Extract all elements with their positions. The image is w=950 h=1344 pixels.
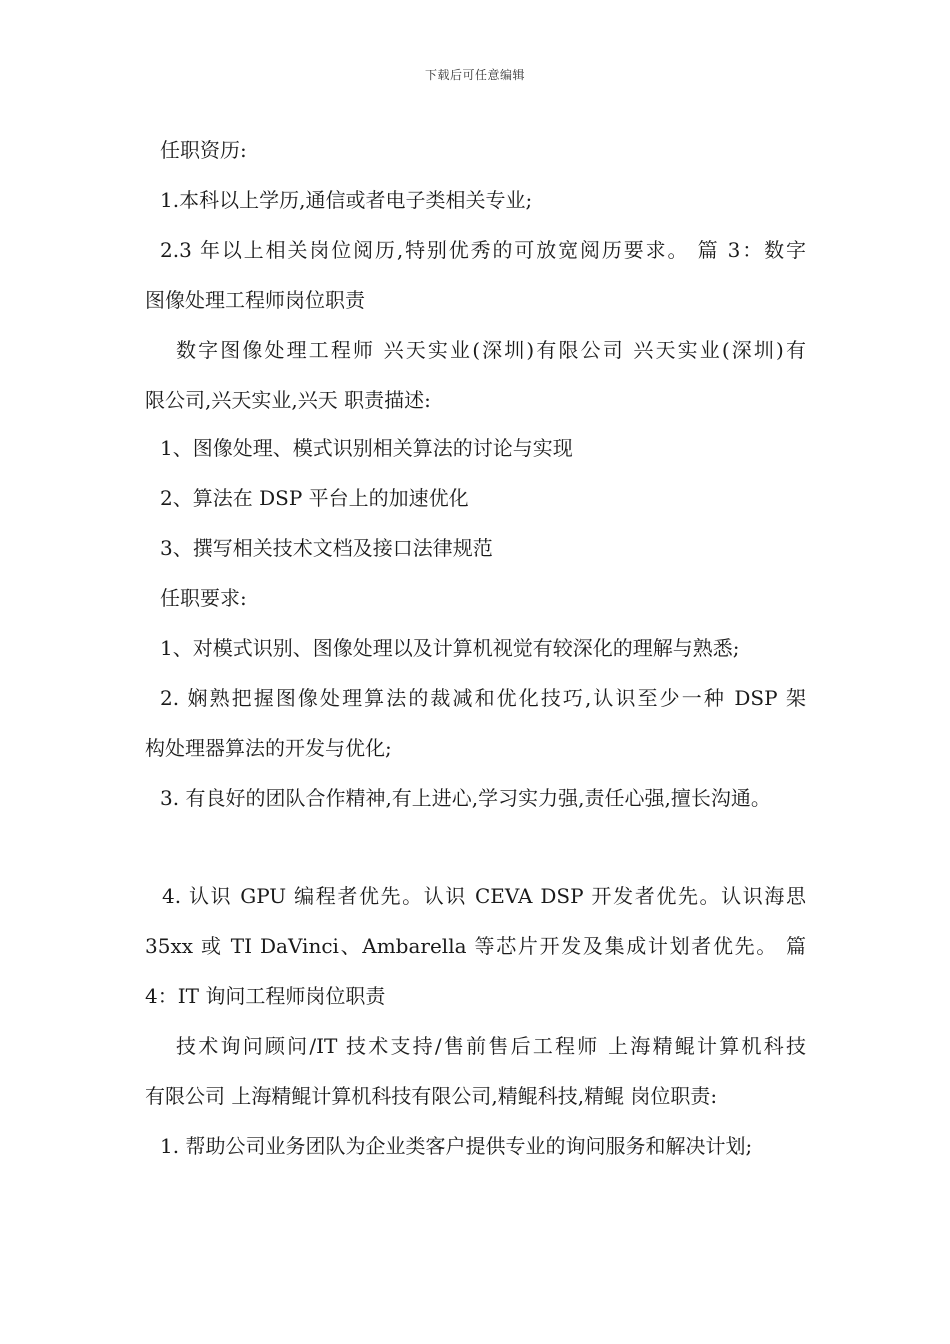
- text-line: 限公司,兴天实业,兴天 职责描述:: [145, 388, 431, 412]
- text-line: 数字图像处理工程师 兴天实业(深圳)有限公司 兴天实业(深圳)有: [176, 338, 806, 362]
- list-item: 4. 认识 GPU 编程者优先。认识 CEVA DSP 开发者优先。认识海思: [162, 884, 806, 908]
- list-item: 1. 帮助公司业务团队为企业类客户提供专业的询问服务和解决计划;: [160, 1134, 753, 1158]
- page-header: 下载后可任意编辑: [424, 68, 525, 82]
- list-item: 1、对模式识别、图像处理以及计算机视觉有较深化的理解与熟悉;: [160, 636, 740, 660]
- list-item: 3、撰写相关技术文档及接口法律规范: [160, 536, 493, 560]
- list-item: 1、图像处理、模式识别相关算法的讨论与实现: [160, 436, 573, 460]
- section-heading-qualifications: 任职资历:: [160, 138, 247, 162]
- text-line: 有限公司 上海精鲲计算机科技有限公司,精鲲科技,精鲲 岗位职责:: [145, 1084, 718, 1108]
- section-heading-requirements: 任职要求:: [160, 586, 247, 610]
- text-line: 1.本科以上学历,通信或者电子类相关专业;: [160, 188, 533, 212]
- text-line: 构处理器算法的开发与优化;: [145, 736, 392, 760]
- list-item: 3. 有良好的团队合作精神,有上进心,学习实力强,责任心强,擅长沟通。: [160, 786, 771, 810]
- text-line: 2.3 年以上相关岗位阅历,特别优秀的可放宽阅历要求。 篇 3：数字: [160, 238, 806, 262]
- text-line: 图像处理工程师岗位职责: [145, 288, 365, 312]
- list-item: 2、算法在 DSP 平台上的加速优化: [160, 486, 469, 510]
- text-line: 4：IT 询问工程师岗位职责: [145, 984, 386, 1008]
- text-line: 35xx 或 TI DaVinci、Ambarella 等芯片开发及集成计划者优先。 篇: [145, 934, 806, 958]
- text-line: 技术询问顾问/IT 技术支持/售前售后工程师 上海精鲲计算机科技: [176, 1034, 806, 1058]
- list-item: 2. 娴熟把握图像处理算法的裁减和优化技巧,认识至少一种 DSP 架: [160, 686, 806, 710]
